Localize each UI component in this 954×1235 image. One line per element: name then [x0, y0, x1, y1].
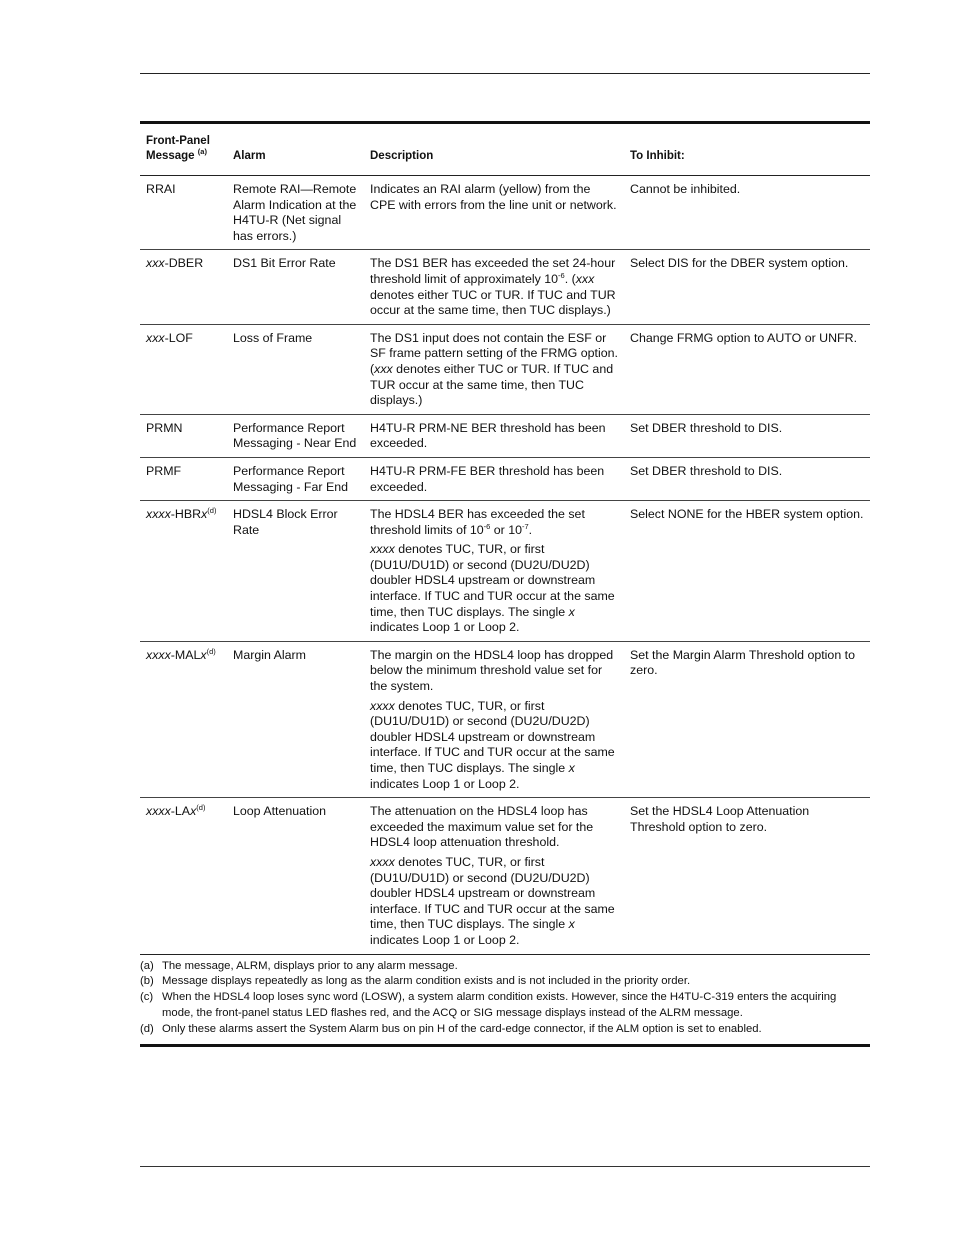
cell-alarm: DS1 Bit Error Rate: [227, 250, 364, 324]
cell-message: RRAI: [140, 176, 227, 250]
cell-alarm: HDSL4 Block Error Rate: [227, 501, 364, 642]
cell-alarm: Loss of Frame: [227, 324, 364, 414]
table-footnotes: [140, 955, 870, 1044]
cell-description: The margin on the HDSL4 loop has dropped below the minimum threshold value set for the system. xxxx denotes TUC, TUR, or first (DU1U/DU1D) or second (DU2U/DU2D) doubler HDSL4 upstream or downstream interface. If TUC and TUR occur at the same time, then TUC displays. The single x indicates Loop 1 or Loop 2.: [364, 641, 624, 797]
cell-inhibit: Set DBER threshold to DIS.: [624, 414, 870, 457]
footnote: (d) Only these alarms assert the System Alarm bus on pin H of the card-edge connector, if the ALM option is set to enabled.: [140, 1022, 762, 1035]
table-header-row: [140, 124, 870, 176]
alarm-table-container: [140, 121, 870, 1047]
cell-inhibit: Select DIS for the DBER system option.: [624, 250, 870, 324]
table-row: [140, 324, 870, 414]
footnote-ref: (a): [197, 147, 207, 157]
cell-description: The attenuation on the HDSL4 loop has exceeded the maximum value set for the HDSL4 loop attenuation threshold. xxxx denotes TUC, TUR, or first (DU1U/DU1D) or second (DU2U/DU2D) doubler HDSL4 upstream or downstream interface. If TUC and TUR occur at the same time, then TUC displays. The single x indicates Loop 1 or Loop 2.: [364, 798, 624, 954]
cell-description: H4TU-R PRM-FE BER threshold has been exceeded.: [364, 457, 624, 500]
cell-alarm: Margin Alarm: [227, 641, 364, 797]
table-row: [140, 501, 870, 642]
header-alarm: Alarm: [227, 124, 364, 176]
header-description: Description: [364, 124, 624, 176]
cell-message: xxx-LOF: [140, 324, 227, 414]
table-row: [140, 641, 870, 797]
alarm-table: [140, 124, 870, 955]
header-inhibit: To Inhibit:: [624, 124, 870, 176]
cell-message: xxxx-HBRx$^{(d)}$: [140, 501, 227, 642]
header-rule: [140, 73, 870, 74]
table-row: [140, 798, 870, 954]
header-message: Front-Panel Message $^{(a)}$: [140, 124, 227, 176]
cell-message: xxxx-LAx$^{(d)}$: [140, 798, 227, 954]
cell-description: H4TU-R PRM-NE BER threshold has been exceeded.: [364, 414, 624, 457]
cell-inhibit: Select NONE for the HBER system option.: [624, 501, 870, 642]
cell-alarm: Performance Report Messaging - Far End: [227, 457, 364, 500]
cell-inhibit: Change FRMG option to AUTO or UNFR.: [624, 324, 870, 414]
table-row: [140, 457, 870, 500]
table-row: [140, 414, 870, 457]
cell-inhibit: Set the HDSL4 Loop Attenuation Threshold option to zero.: [624, 798, 870, 954]
table-row: [140, 176, 870, 250]
table-row: [140, 250, 870, 324]
cell-message: PRMN: [140, 414, 227, 457]
cell-description: The HDSL4 BER has exceeded the set threshold limits of $10^{-6}$ or $10^{-7}$. xxxx denotes TUC, TUR, or first (DU1U/DU1D) or second (DU2U/DU2D) doubler HDSL4 upstream or downstream interface. If TUC and TUR occur at the same time, then TUC displays. The single x indicates Loop 1 or Loop 2.: [364, 501, 624, 642]
footnote: (a) The message, ALRM, displays prior to any alarm message.: [140, 959, 458, 972]
footnote-ref: (d): [207, 505, 217, 515]
cell-alarm: Remote RAI—Remote Alarm Indication at the H4TU-R (Net signal has errors.): [227, 176, 364, 250]
cell-message: xxx-DBER: [140, 250, 227, 324]
cell-description: The DS1 BER has exceeded the set 24-hour threshold limit of approximately $10^{-6}$. (xxx denotes either TUC or TUR. If TUC and TUR occur at the same time, then TUC displays.): [364, 250, 624, 324]
footnote: (b) Message displays repeatedly as long as the alarm condition exists and is not included in the priority order.: [140, 975, 691, 988]
cell-alarm: Performance Report Messaging - Near End: [227, 414, 364, 457]
cell-description: The DS1 input does not contain the ESF or SF frame pattern setting of the FRMG option. (xxx denotes either TUC or TUR. If TUC and TUR occur at the same time, then TUC displays.): [364, 324, 624, 414]
cell-message: xxxx-MALx$^{(d)}$: [140, 641, 227, 797]
cell-inhibit: Set the Margin Alarm Threshold option to zero.: [624, 641, 870, 797]
cell-inhibit: Cannot be inhibited.: [624, 176, 870, 250]
footnote-ref: (d): [206, 646, 216, 656]
cell-description: Indicates an RAI alarm (yellow) from the CPE with errors from the line unit or network.: [364, 176, 624, 250]
cell-message: PRMF: [140, 457, 227, 500]
cell-inhibit: Set DBER threshold to DIS.: [624, 457, 870, 500]
footnote: (c) When the HDSL4 loop loses sync word (LOSW), a system alarm condition exists. However, since the H4TU-C-319 enters the acquiring mode, the front-panel status LED flashes red, and the ACQ or SIG message displays instead of the ALRM message.: [140, 991, 837, 1019]
footnote-ref: (d): [196, 803, 206, 813]
table-bottom-border: [140, 1044, 870, 1047]
cell-alarm: Loop Attenuation: [227, 798, 364, 954]
footer-rule: [140, 1166, 870, 1167]
